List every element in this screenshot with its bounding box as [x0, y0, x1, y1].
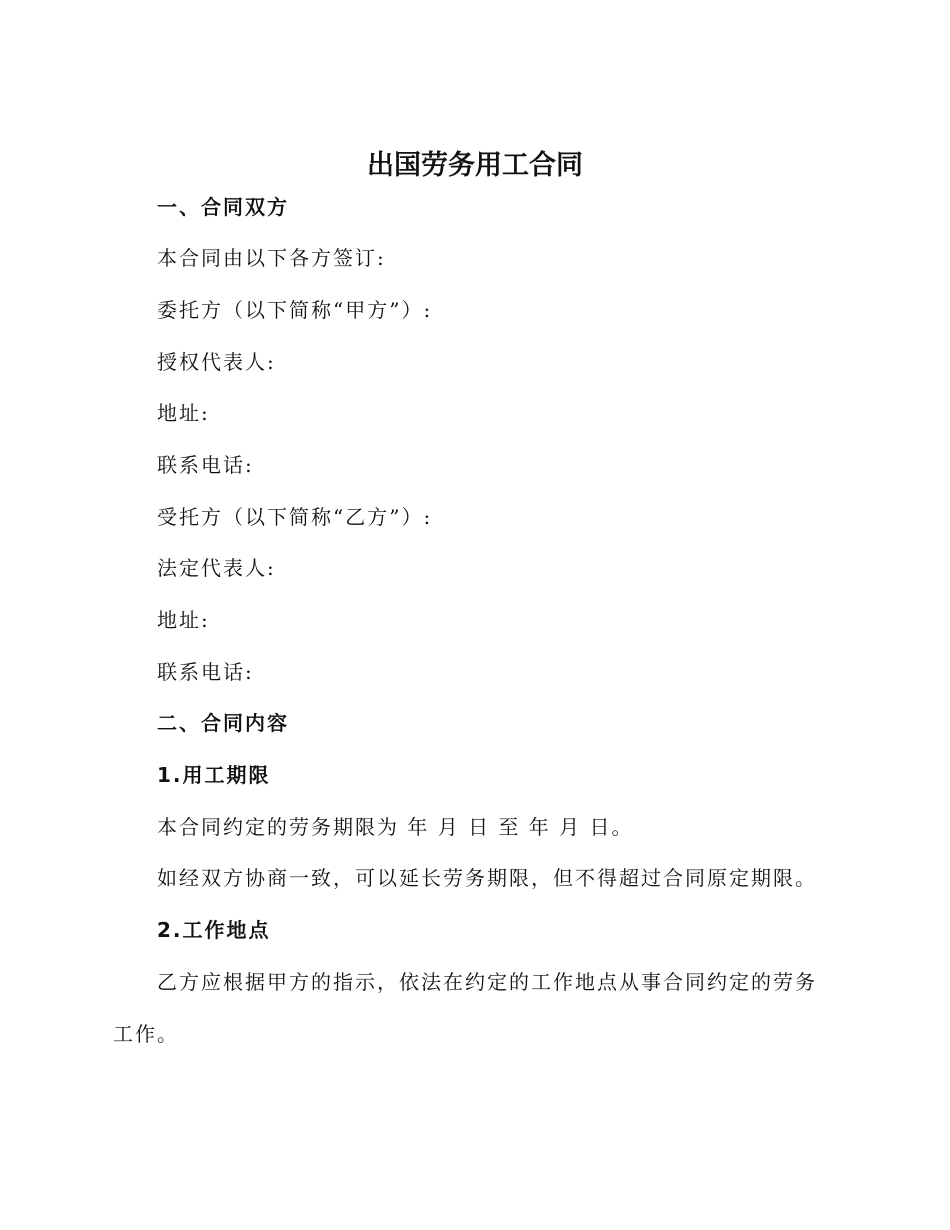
party-b-representative-label: 法定代表人:: [157, 556, 276, 580]
party-b-phone-label: 联系电话:: [157, 660, 254, 684]
page-title: 出国劳务用工合同: [367, 150, 583, 181]
clause-heading-workplace: 2.工作地点: [157, 918, 271, 942]
party-a-address-label: 地址:: [157, 401, 210, 425]
term-extension-text: 如经双方协商一致，可以延长劳务期限，但不得超过合同原定期限。: [157, 866, 817, 890]
intro-text: 本合同由以下各方签订:: [157, 246, 386, 270]
section-heading-content: 二、合同内容: [157, 711, 289, 735]
party-a-phone-label: 联系电话:: [157, 453, 254, 477]
party-a-label: 委托方（以下简称“甲方”）:: [157, 298, 433, 322]
clause-heading-term: 1.用工期限: [157, 763, 271, 787]
party-b-label: 受托方（以下简称“乙方”）:: [157, 505, 433, 529]
term-text: 本合同约定的劳务期限为 年 月 日 至 年 月 日。: [157, 815, 634, 839]
party-b-address-label: 地址:: [157, 608, 210, 632]
workplace-text: 乙方应根据甲方的指示，依法在约定的工作地点从事合同约定的劳务工作。: [113, 970, 817, 1046]
section-heading-parties: 一、合同双方: [157, 195, 289, 219]
party-a-representative-label: 授权代表人:: [157, 350, 276, 374]
